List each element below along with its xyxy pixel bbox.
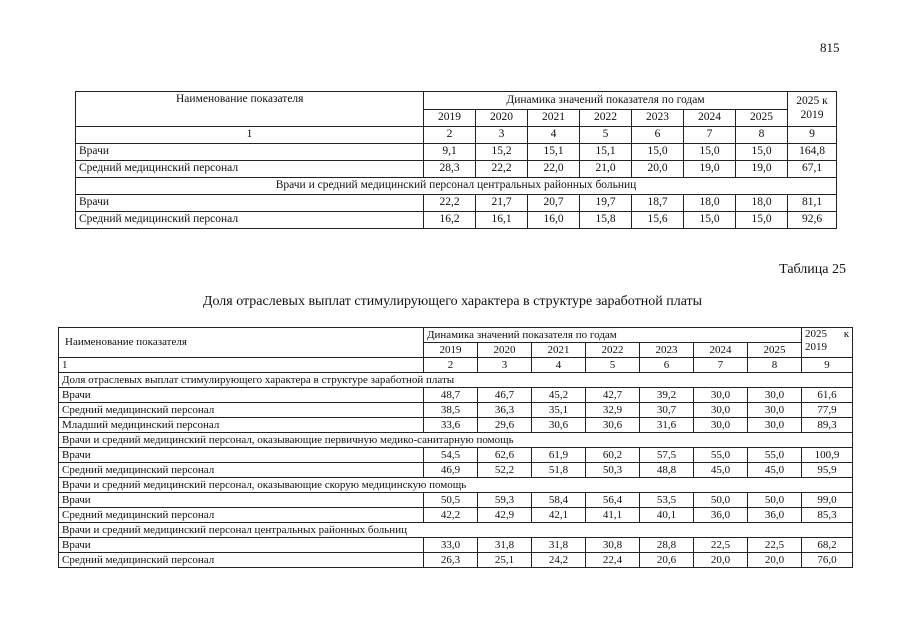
value-cell: 41,1 [586,508,640,523]
section-row [76,178,837,195]
section-title: Врачи и средний медицинский персонал центральных районных больниц [59,523,853,538]
value-cell: 20,0 [694,553,748,568]
value-cell: 30,0 [748,418,802,433]
table-header-row [76,92,837,110]
column-number: 4 [532,358,586,373]
value-cell: 32,9 [586,403,640,418]
column-number: 8 [736,127,788,144]
value-cell: 36,0 [694,508,748,523]
value-cell: 35,1 [532,403,586,418]
value-cell: 25,1 [478,553,532,568]
value-cell: 58,4 [532,493,586,508]
value-cell: 30,0 [694,418,748,433]
row-name: Младший медицинский персонал [59,418,424,433]
value-cell: 20,6 [640,553,694,568]
year-cell: 2025 [736,110,788,127]
value-cell: 67,1 [788,161,837,178]
table-incentive-payments [58,327,853,568]
column-numbers-row [59,358,853,373]
value-cell: 42,1 [532,508,586,523]
year-cell: 2019 [424,343,478,358]
value-cell: 60,2 [586,448,640,463]
value-cell: 15,0 [684,212,736,229]
table-row [76,195,837,212]
value-cell: 92,6 [788,212,837,229]
value-cell: 56,4 [586,493,640,508]
year-cell: 2023 [640,343,694,358]
value-cell: 59,3 [478,493,532,508]
value-cell: 95,9 [802,463,853,478]
value-cell: 26,3 [424,553,478,568]
table-row [59,493,853,508]
value-cell: 21,7 [476,195,528,212]
ratio-part-1: 2025 [805,328,828,340]
column-number: 5 [586,358,640,373]
section-title: Доля отраслевых выплат стимулирующего характера в структуре заработной платы [59,373,853,388]
value-cell: 42,2 [424,508,478,523]
table-row [76,144,837,161]
column-header-ratio [788,92,837,127]
column-number: 8 [748,358,802,373]
value-cell: 48,8 [640,463,694,478]
table-row [59,508,853,523]
value-cell: 100,9 [802,448,853,463]
section-title: Врачи и средний медицинский персонал центральных районных больниц [76,178,837,195]
row-name: Врачи [59,538,424,553]
value-cell: 15,1 [580,144,632,161]
value-cell: 16,0 [528,212,580,229]
page-number: 815 [820,40,840,55]
value-cell: 33,0 [424,538,478,553]
value-cell: 15,0 [736,212,788,229]
column-number: 4 [528,127,580,144]
value-cell: 28,3 [424,161,476,178]
column-number: 2 [424,358,478,373]
value-cell: 30,6 [586,418,640,433]
column-number: 6 [632,127,684,144]
value-cell: 20,7 [528,195,580,212]
value-cell: 22,2 [424,195,476,212]
value-cell: 42,9 [478,508,532,523]
value-cell: 15,0 [684,144,736,161]
year-cell: 2024 [684,110,736,127]
column-header-name: Наименование показателя [76,92,424,127]
table-row [59,553,853,568]
column-number: 1 [76,127,424,144]
value-cell: 31,6 [640,418,694,433]
row-name: Врачи [59,388,424,403]
value-cell: 50,0 [694,493,748,508]
year-cell: 2020 [478,343,532,358]
value-cell: 19,0 [736,161,788,178]
table-caption: Таблица 25 [779,262,846,277]
value-cell: 21,0 [580,161,632,178]
table-row [59,538,853,553]
column-number: 9 [802,358,853,373]
value-cell: 61,9 [532,448,586,463]
column-number: 7 [694,358,748,373]
value-cell: 30,7 [640,403,694,418]
year-cell: 2022 [580,110,632,127]
row-name: Врачи [59,448,424,463]
value-cell: 22,5 [748,538,802,553]
row-name: Средний медицинский персонал [59,553,424,568]
row-name: Врачи [76,195,424,212]
value-cell: 45,2 [532,388,586,403]
column-number: 1 [59,358,424,373]
value-cell: 99,0 [802,493,853,508]
value-cell: 20,0 [632,161,684,178]
value-cell: 18,0 [684,195,736,212]
table-row [76,161,837,178]
value-cell: 30,0 [748,403,802,418]
column-numbers-row [76,127,837,144]
row-name: Средний медицинский персонал [59,463,424,478]
value-cell: 33,6 [424,418,478,433]
column-number: 9 [788,127,837,144]
table-row [59,418,853,433]
column-header-name: Наименование показателя [59,328,424,358]
value-cell: 164,8 [788,144,837,161]
row-name: Средний медицинский персонал [76,161,424,178]
value-cell: 24,2 [532,553,586,568]
year-cell: 2025 [748,343,802,358]
table-header-row [59,328,853,343]
value-cell: 61,6 [802,388,853,403]
value-cell: 18,0 [736,195,788,212]
row-name: Врачи [76,144,424,161]
section-row [59,478,853,493]
value-cell: 81,1 [788,195,837,212]
value-cell: 15,6 [632,212,684,229]
value-cell: 30,0 [694,388,748,403]
value-cell: 45,0 [748,463,802,478]
ratio-part-2: к [843,328,850,340]
year-cell: 2021 [532,343,586,358]
value-cell: 19,0 [684,161,736,178]
value-cell: 30,8 [586,538,640,553]
value-cell: 22,4 [586,553,640,568]
value-cell: 30,0 [748,388,802,403]
section-row [59,523,853,538]
value-cell: 15,1 [528,144,580,161]
section-title: Врачи и средний медицинский персонал, оказывающие первичную медико-санитарную помощь [59,433,853,448]
table-doctors-share [75,91,837,229]
value-cell: 28,8 [640,538,694,553]
row-name: Врачи [59,493,424,508]
value-cell: 42,7 [586,388,640,403]
value-cell: 22,5 [694,538,748,553]
column-header-ratio [802,328,853,358]
year-cell: 2020 [476,110,528,127]
value-cell: 16,2 [424,212,476,229]
value-cell: 50,5 [424,493,478,508]
value-cell: 15,0 [632,144,684,161]
value-cell: 9,1 [424,144,476,161]
value-cell: 52,2 [478,463,532,478]
value-cell: 55,0 [748,448,802,463]
column-number: 6 [640,358,694,373]
value-cell: 85,3 [802,508,853,523]
value-cell: 36,3 [478,403,532,418]
section-title: Врачи и средний медицинский персонал, оказывающие скорую медицинскую помощь [59,478,853,493]
value-cell: 36,0 [748,508,802,523]
table-row [59,403,853,418]
value-cell: 22,2 [476,161,528,178]
column-header-dynamics: Динамика значений показателя по годам [424,328,802,343]
value-cell: 29,6 [478,418,532,433]
value-cell: 50,0 [748,493,802,508]
value-cell: 46,9 [424,463,478,478]
ratio-line-2: 2019 [800,109,824,122]
column-number: 2 [424,127,476,144]
value-cell: 54,5 [424,448,478,463]
value-cell: 89,3 [802,418,853,433]
year-cell: 2022 [586,343,640,358]
value-cell: 31,8 [532,538,586,553]
column-number: 3 [478,358,532,373]
table-row [59,388,853,403]
value-cell: 15,2 [476,144,528,161]
value-cell: 22,0 [528,161,580,178]
table-row [59,463,853,478]
value-cell: 76,0 [802,553,853,568]
row-name: Средний медицинский персонал [59,403,424,418]
column-number: 5 [580,127,632,144]
value-cell: 16,1 [476,212,528,229]
value-cell: 39,2 [640,388,694,403]
table-row [76,212,837,229]
column-header-dynamics: Динамика значений показателя по годам [424,92,788,110]
value-cell: 50,3 [586,463,640,478]
value-cell: 18,7 [632,195,684,212]
value-cell: 30,0 [694,403,748,418]
value-cell: 57,5 [640,448,694,463]
value-cell: 62,6 [478,448,532,463]
value-cell: 45,0 [694,463,748,478]
value-cell: 31,8 [478,538,532,553]
value-cell: 51,8 [532,463,586,478]
value-cell: 19,7 [580,195,632,212]
column-number: 3 [476,127,528,144]
year-cell: 2019 [424,110,476,127]
column-number: 7 [684,127,736,144]
value-cell: 77,9 [802,403,853,418]
table-row [59,448,853,463]
value-cell: 15,0 [736,144,788,161]
value-cell: 30,6 [532,418,586,433]
section-row [59,433,853,448]
value-cell: 53,5 [640,493,694,508]
section-row [59,373,853,388]
value-cell: 68,2 [802,538,853,553]
ratio-line-1: 2025 к [796,95,828,107]
value-cell: 55,0 [694,448,748,463]
value-cell: 48,7 [424,388,478,403]
value-cell: 20,0 [748,553,802,568]
ratio-line-2: 2019 [805,340,828,353]
value-cell: 40,1 [640,508,694,523]
value-cell: 15,8 [580,212,632,229]
year-cell: 2021 [528,110,580,127]
table-title: Доля отраслевых выплат стимулирующего характера в структуре заработной платы [202,294,703,309]
row-name: Средний медицинский персонал [59,508,424,523]
year-cell: 2024 [694,343,748,358]
value-cell: 38,5 [424,403,478,418]
row-name: Средний медицинский персонал [76,212,424,229]
year-cell: 2023 [632,110,684,127]
value-cell: 46,7 [478,388,532,403]
